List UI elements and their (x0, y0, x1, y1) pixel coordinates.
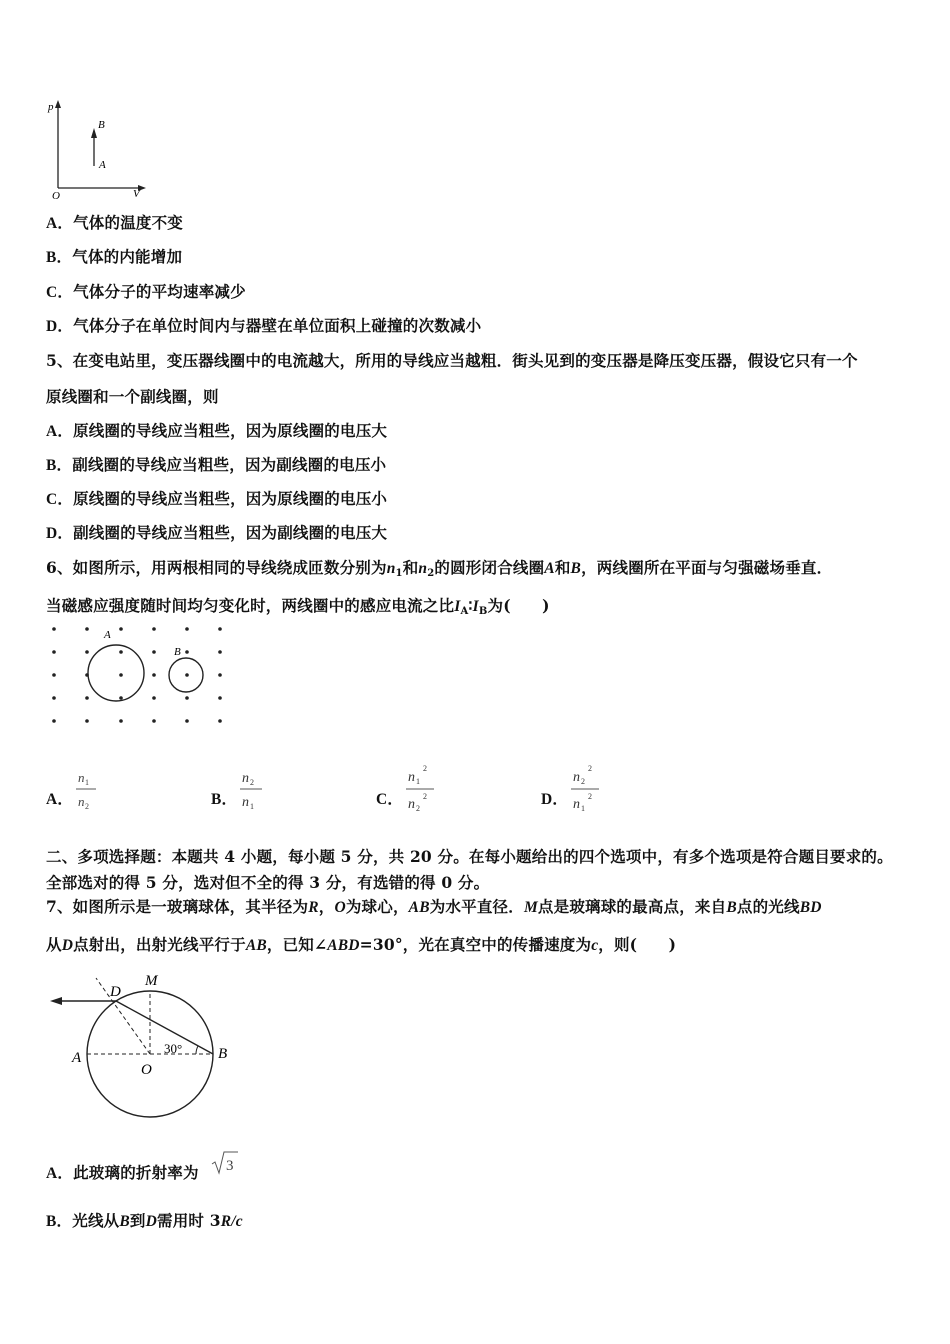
field-dot (52, 696, 56, 700)
field-dot (119, 627, 123, 631)
svg-text:2: 2 (423, 792, 427, 801)
svg-text:1: 1 (581, 804, 585, 813)
q5-option-b: B．副线圈的导线应当粗些，因为副线圈的电压小 (46, 455, 387, 474)
svg-text:n: n (78, 770, 85, 785)
q6-option-c-fraction (404, 762, 438, 814)
center-o-label: O (141, 1062, 152, 1078)
field-dot (152, 719, 156, 723)
field-dot (185, 627, 189, 631)
svg-text:2: 2 (250, 778, 254, 787)
q4-option-c: C．气体分子的平均速率减少 (46, 282, 246, 301)
magnetic-field-dots (52, 627, 222, 723)
q6-option-a-letter: A． (46, 791, 74, 808)
q4-option-d: D．气体分子在单位时间内与器壁在单位面积上碰撞的次数减小 (46, 316, 482, 335)
field-dot (119, 696, 123, 700)
coil-b-label: B (174, 646, 181, 658)
point-b-label: B (98, 119, 105, 131)
svg-text:n: n (573, 797, 580, 812)
point-b-label: B (218, 1046, 228, 1062)
q5-option-c: C．原线圈的导线应当粗些，因为原线圈的电压小 (46, 489, 388, 508)
field-dot (52, 673, 56, 677)
point-a-label: A (72, 1050, 82, 1066)
q5-option-d: D．副线圈的导线应当粗些，因为副线圈的电压大 (46, 523, 388, 542)
q6-option-d-fraction (569, 762, 603, 814)
field-dot (152, 627, 156, 631)
q6-option-b-letter: B． (211, 791, 238, 808)
q6-option-c-letter: C． (376, 791, 404, 808)
svg-text:2: 2 (85, 802, 89, 811)
q6-option-a-fraction (74, 766, 100, 814)
field-dot (85, 650, 89, 654)
section2-heading-line1: 二、多项选择题：本题共 4 小题，每小题 5 分，共 20 分。在每小题给出的四个选项中，有多个选项是符合题目要求的。 (46, 847, 893, 866)
svg-text:2: 2 (416, 804, 420, 813)
field-dot (119, 673, 123, 677)
axis-v-label: V (133, 188, 140, 200)
pv-diagram (44, 96, 154, 200)
svg-text:2: 2 (588, 764, 592, 773)
q7-option-a: A．此玻璃的折射率为 (46, 1163, 199, 1182)
field-dot (185, 696, 189, 700)
q4-option-b: B．气体的内能增加 (46, 247, 183, 266)
axis-p-label: p (48, 101, 54, 113)
field-dot (152, 650, 156, 654)
field-dot (119, 650, 123, 654)
coil-a (88, 645, 144, 701)
svg-text:n: n (78, 794, 85, 809)
point-m-label: M (145, 973, 158, 989)
field-dot (152, 673, 156, 677)
field-dot (218, 627, 222, 631)
svg-text:n: n (408, 770, 415, 785)
q5-option-a: A．原线圈的导线应当粗些，因为原线圈的电压大 (46, 421, 388, 440)
field-dot (119, 719, 123, 723)
point-a-label: A (99, 159, 106, 171)
q6-coils-figure (44, 620, 234, 730)
sqrt3-expression (210, 1149, 240, 1177)
svg-text:2: 2 (581, 777, 585, 786)
field-dot (85, 696, 89, 700)
svg-text:n: n (573, 770, 580, 785)
field-dot (52, 650, 56, 654)
section2-heading-line2: 全部选对的得 5 分，选对但不全的得 3 分，有选错的得 0 分。 (46, 873, 490, 892)
q5-stem-line2: 原线圈和一个副线圈，则 (46, 387, 219, 406)
field-dot (85, 719, 89, 723)
q7-stem-line2: 从D点射出，出射光线平行于AB，已知∠ABD=30°，光在真空中的传播速度为c，则( ) (46, 935, 677, 954)
field-dot (185, 650, 189, 654)
field-dot (218, 650, 222, 654)
q7-glass-sphere-figure (44, 966, 244, 1122)
svg-text:1: 1 (250, 802, 254, 811)
sqrt3-radicand: 3 (226, 1158, 234, 1174)
field-dot (52, 719, 56, 723)
q7-option-b: B．光线从B到D需用时 3R/c (46, 1211, 243, 1230)
svg-text:n: n (408, 797, 415, 812)
q6-option-d-letter: D． (541, 791, 569, 808)
q4-option-a: A．气体的温度不变 (46, 213, 183, 232)
field-dot (152, 696, 156, 700)
point-d-label: D (110, 984, 121, 1000)
svg-text:2: 2 (423, 764, 427, 773)
field-dot (185, 719, 189, 723)
q7-stem-line1: 7、如图所示是一玻璃球体，其半径为R，O为球心，AB为水平直径．M点是玻璃球的最高点，来自B点的光线BD (46, 897, 822, 916)
svg-text:2: 2 (588, 792, 592, 801)
svg-text:1: 1 (416, 777, 420, 786)
field-dot (218, 673, 222, 677)
field-dot (218, 696, 222, 700)
origin-label: O (52, 190, 60, 200)
field-dot (85, 627, 89, 631)
q6-option-b-fraction (238, 766, 266, 814)
angle-label: 30° (164, 1041, 183, 1056)
svg-text:n: n (242, 771, 249, 786)
svg-text:n: n (242, 795, 249, 810)
q6-stem-line1: 6、如图所示，用两根相同的导线绕成匝数分别为$n_1$和$n_2$的圆形闭合线圈A和B，两线圈所在平面与匀强磁场垂直． (46, 558, 833, 579)
field-dot (185, 673, 189, 677)
q6-stem-line2: 当磁感应强度随时间均匀变化时，两线圈中的感应电流之比$I_A∶I_B$为( ) (46, 596, 550, 617)
svg-text:1: 1 (85, 778, 89, 787)
field-dot (218, 719, 222, 723)
field-dot (52, 627, 56, 631)
coil-a-label: A (104, 629, 111, 641)
q5-stem-line1: 5、在变电站里，变压器线圈中的电流越大，所用的导线应当越粗．街头见到的变压器是降压变压器，假设它只有一个 (46, 351, 858, 370)
